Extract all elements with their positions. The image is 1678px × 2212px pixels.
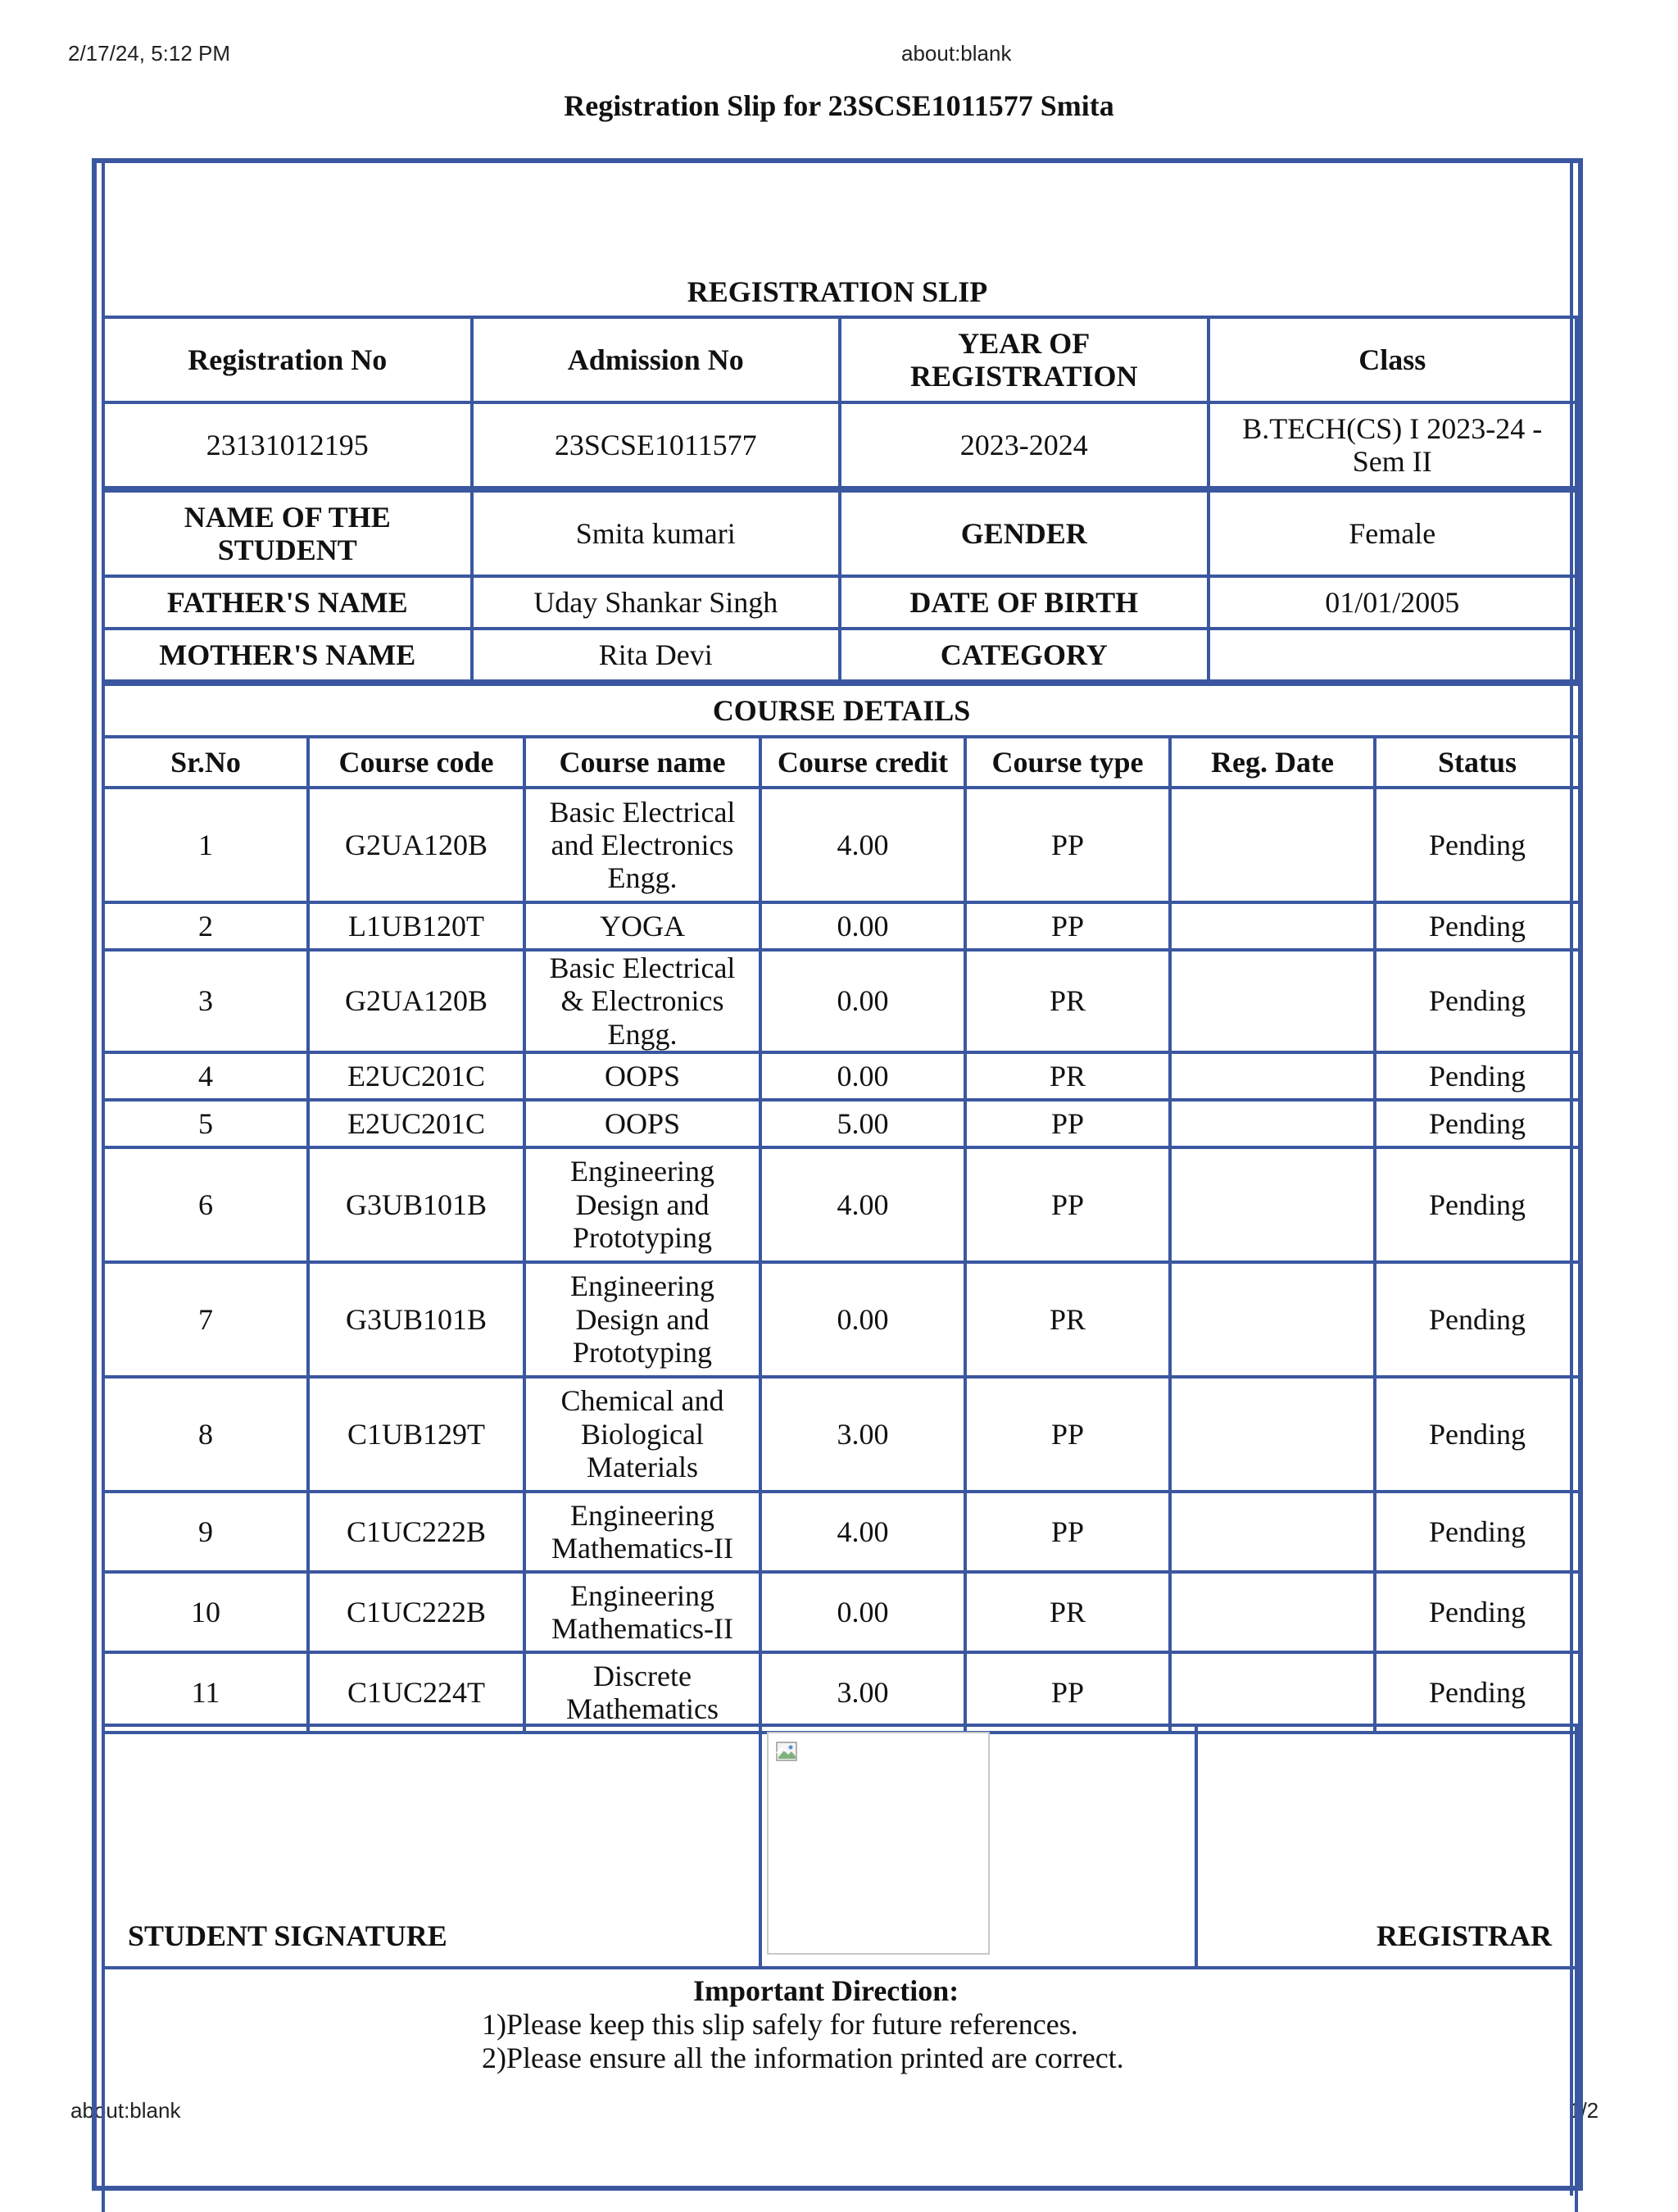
course-header-name: Course name [524,737,760,788]
course-type-cell: PR [965,1052,1170,1100]
category-value [1209,629,1577,681]
course-name-cell: Basic Electrical & Electronics Engg. [524,950,760,1052]
course-type-cell: PR [965,1262,1170,1377]
course-name-cell: YOGA [524,902,760,950]
course-name-cell: Engineering Design and Prototyping [524,1147,760,1262]
father-name-label: FATHER'S NAME [103,576,472,629]
gender-label: GENDER [840,491,1209,576]
table-row [103,1492,1580,1572]
mother-name-value: Rita Devi [472,629,841,681]
course-reg-date-cell [1170,1262,1375,1377]
table-row [103,950,1580,1052]
course-srno-cell: 1 [103,788,308,902]
course-credit-cell: 3.00 [760,1652,965,1733]
course-status-cell: Pending [1375,1100,1580,1147]
direction-item-2: 2)Please ensure all the information printed are correct. [482,2042,1124,2074]
course-status-cell: Pending [1375,1147,1580,1262]
course-header-status: Status [1375,737,1580,788]
registration-no-value: 23131012195 [103,402,472,488]
course-details-title: COURSE DETAILS [103,684,1580,737]
print-url-header: about:blank [901,41,1012,66]
course-credit-cell: 4.00 [760,1147,965,1262]
course-srno-cell: 9 [103,1492,308,1572]
class-value: B.TECH(CS) I 2023-24 - Sem II [1209,402,1577,488]
course-type-cell: PP [965,902,1170,950]
course-credit-cell: 0.00 [760,1572,965,1652]
course-name-cell: Basic Electrical and Electronics Engg. [524,788,760,902]
course-credit-cell: 3.00 [760,1377,965,1492]
course-code-cell: G2UA120B [308,788,524,902]
course-name-cell: OOPS [524,1100,760,1147]
course-status-cell: Pending [1375,1572,1580,1652]
course-name-cell: Discrete Mathematics [524,1652,760,1733]
student-info-table [102,489,1578,683]
course-srno-cell: 6 [103,1147,308,1262]
course-name-cell: Engineering Design and Prototyping [524,1262,760,1377]
course-type-cell: PP [965,1377,1170,1492]
course-status-cell: Pending [1375,1262,1580,1377]
course-name-cell: Chemical and Biological Materials [524,1377,760,1492]
dob-label: DATE OF BIRTH [840,576,1209,629]
course-reg-date-cell [1170,950,1375,1052]
page-title: Registration Slip for 23SCSE1011577 Smita [564,89,1114,122]
course-code-cell: G2UA120B [308,950,524,1052]
course-type-cell: PP [965,1492,1170,1572]
course-status-cell: Pending [1375,950,1580,1052]
directions-title: Important Direction: [693,1974,959,2007]
course-name-cell: Engineering Mathematics-II [524,1492,760,1572]
course-header-srno: Sr.No [103,737,308,788]
student-name-label: NAME OF THE STUDENT [103,491,472,576]
course-credit-cell: 0.00 [760,1052,965,1100]
course-code-cell: C1UC222B [308,1572,524,1652]
course-srno-cell: 5 [103,1100,308,1147]
father-name-value: Uday Shankar Singh [472,576,841,629]
registrar-label: REGISTRAR [1376,1919,1552,1952]
course-srno-cell: 4 [103,1052,308,1100]
course-type-cell: PP [965,1147,1170,1262]
course-code-cell: G3UB101B [308,1262,524,1377]
category-label: CATEGORY [840,629,1209,681]
course-srno-cell: 3 [103,950,308,1052]
slip-inner-frame [102,163,1573,2196]
course-reg-date-cell [1170,1100,1375,1147]
admission-no-value: 23SCSE1011577 [472,402,841,488]
course-reg-date-cell [1170,1052,1375,1100]
course-header-reg-date: Reg. Date [1170,737,1375,788]
direction-item-1: 1)Please keep this slip safely for future references. [482,2008,1078,2041]
course-header-code: Course code [308,737,524,788]
course-type-cell: PR [965,950,1170,1052]
course-code-cell: C1UB129T [308,1377,524,1492]
course-type-cell: PP [965,788,1170,902]
directions-cell [102,1966,1578,2212]
course-status-cell: Pending [1375,1492,1580,1572]
course-status-cell: Pending [1375,788,1580,902]
course-header-type: Course type [965,737,1170,788]
course-type-cell: PP [965,1100,1170,1147]
course-credit-cell: 0.00 [760,950,965,1052]
course-srno-cell: 8 [103,1377,308,1492]
student-name-value: Smita kumari [472,491,841,576]
year-of-registration-value: 2023-2024 [840,402,1209,488]
course-status-cell: Pending [1375,1052,1580,1100]
course-name-cell: OOPS [524,1052,760,1100]
table-row [103,1652,1580,1733]
course-reg-date-cell [1170,1147,1375,1262]
course-header-credit: Course credit [760,737,965,788]
course-type-cell: PP [965,1652,1170,1733]
course-credit-cell: 5.00 [760,1100,965,1147]
print-page-number: 1/2 [1569,2098,1599,2123]
course-reg-date-cell [1170,788,1375,902]
course-reg-date-cell [1170,1492,1375,1572]
slip-title: REGISTRATION SLIP [687,275,988,308]
header-admission-no: Admission No [472,317,841,402]
print-datetime: 2/17/24, 5:12 PM [68,41,231,66]
registration-table [102,316,1578,489]
course-details-table [102,683,1581,1734]
table-row [103,902,1580,950]
gender-value: Female [1209,491,1577,576]
signature-photo-cell [759,1724,1198,1969]
broken-image-icon [775,1740,800,1765]
course-code-cell: L1UB120T [308,902,524,950]
course-type-cell: PR [965,1572,1170,1652]
course-srno-cell: 2 [103,902,308,950]
photo-placeholder [767,1732,990,1955]
course-reg-date-cell [1170,1652,1375,1733]
table-row [103,1052,1580,1100]
header-registration-no: Registration No [103,317,472,402]
table-row [103,1147,1580,1262]
header-year-of-registration: YEAR OF REGISTRATION [840,317,1209,402]
table-row [103,1100,1580,1147]
course-credit-cell: 0.00 [760,1262,965,1377]
course-srno-cell: 10 [103,1572,308,1652]
signature-student-cell [102,1724,762,1969]
print-url-footer: about:blank [70,2098,181,2123]
header-class: Class [1209,317,1577,402]
course-code-cell: C1UC224T [308,1652,524,1733]
course-reg-date-cell [1170,1377,1375,1492]
course-name-cell: Engineering Mathematics-II [524,1572,760,1652]
student-signature-label: STUDENT SIGNATURE [128,1919,447,1952]
course-credit-cell: 4.00 [760,1492,965,1572]
mother-name-label: MOTHER'S NAME [103,629,472,681]
course-credit-cell: 4.00 [760,788,965,902]
signature-registrar-cell [1195,1724,1578,1969]
course-status-cell: Pending [1375,1377,1580,1492]
course-status-cell: Pending [1375,902,1580,950]
table-row [103,1377,1580,1492]
course-srno-cell: 11 [103,1652,308,1733]
table-row [103,1262,1580,1377]
table-row [103,788,1580,902]
course-code-cell: E2UC201C [308,1100,524,1147]
course-reg-date-cell [1170,1572,1375,1652]
dob-value: 01/01/2005 [1209,576,1577,629]
slip-frame [92,158,1583,2191]
course-credit-cell: 0.00 [760,902,965,950]
course-code-cell: C1UC222B [308,1492,524,1572]
course-srno-cell: 7 [103,1262,308,1377]
course-code-cell: E2UC201C [308,1052,524,1100]
course-reg-date-cell [1170,902,1375,950]
course-status-cell: Pending [1375,1652,1580,1733]
table-row [103,1572,1580,1652]
course-code-cell: G3UB101B [308,1147,524,1262]
